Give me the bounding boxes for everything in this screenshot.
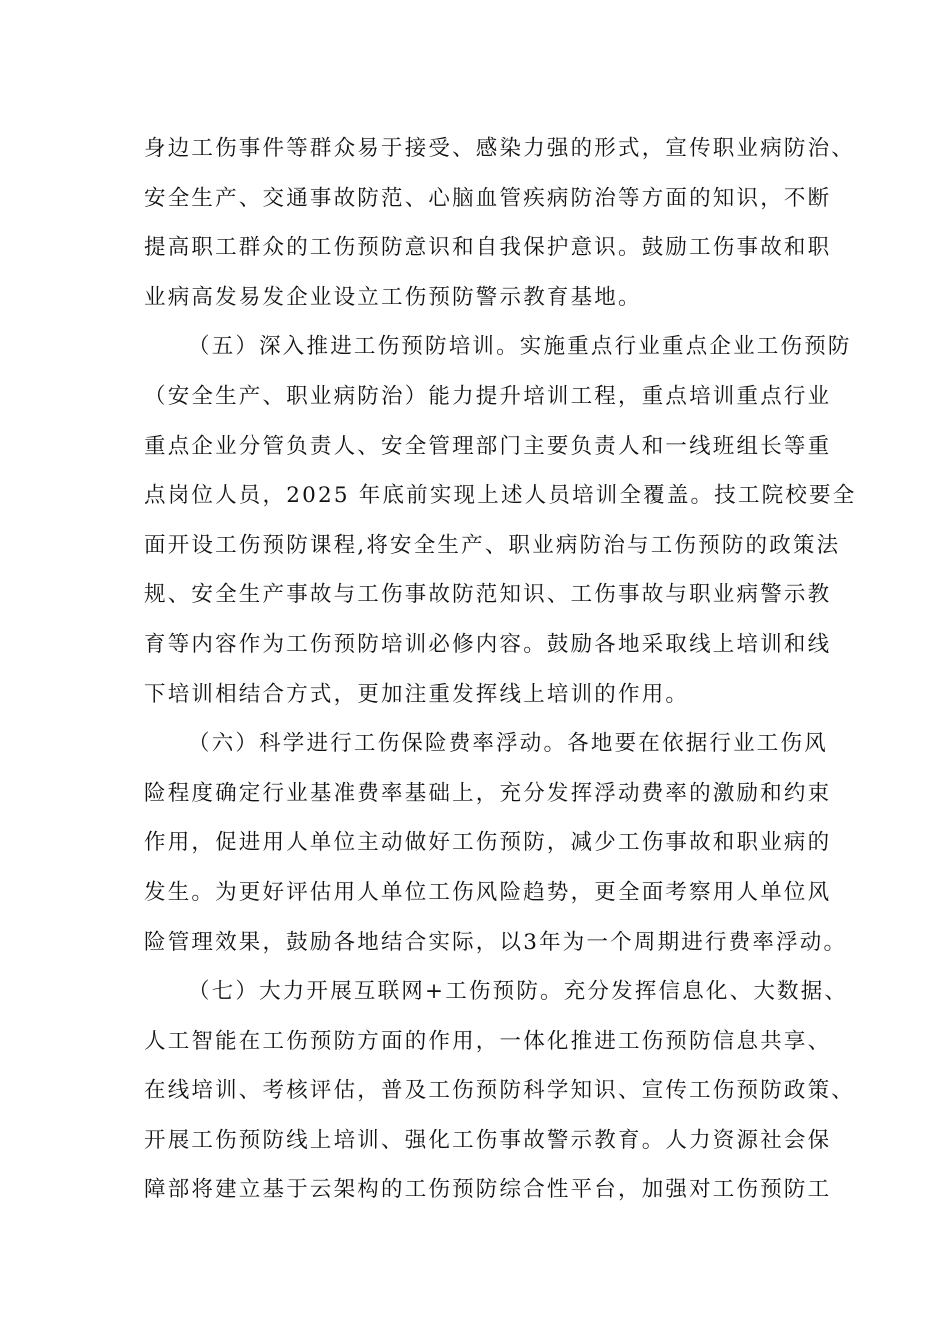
text-line: 下培训相结合方式，更加注重发挥线上培训的作用。 <box>144 681 690 707</box>
text-line: （安全生产、职业病防治）能力提升培训工程，重点培训重点行业 <box>144 383 832 409</box>
text-line: 发生。为更好评估用人单位工伤风险趋势，更全面考察用人单位风 <box>144 879 832 905</box>
text-line: 育等内容作为工伤预防培训必修内容。鼓励各地采取线上培训和线 <box>144 631 832 657</box>
text-line: 业病高发易发企业设立工伤预防警示教育基地。 <box>144 284 642 310</box>
text-line: 安全生产、交通事故防范、心脑血管疾病防治等方面的知识，不断 <box>144 185 832 211</box>
text-line: 人工智能在工伤预防方面的作用，一体化推进工伤预防信息共享、 <box>144 1028 832 1054</box>
text-line: 重点企业分管负责人、安全管理部门主要负责人和一线班组长等重 <box>144 433 832 459</box>
text-line: 面开设工伤预防课程,将安全生产、职业病防治与工伤预防的政策法 <box>144 532 841 558</box>
text-line: （五）深入推进工伤预防培训。实施重点行业重点企业工伤预防 <box>188 334 852 360</box>
text-line: 险管理效果，鼓励各地结合实际，以3年为一个周期进行费率浮动。 <box>144 929 848 955</box>
text-line: （七）大力开展互联网+工伤预防。充分发挥信息化、大数据、 <box>188 979 849 1005</box>
text-line: 提高职工群众的工伤预防意识和自我保护意识。鼓励工伤事故和职 <box>144 235 832 261</box>
text-line: 在线培训、考核评估，普及工伤预防科学知识、宣传工伤预防政策、 <box>144 1078 856 1104</box>
text-line: 点岗位人员，2025 年底前实现上述人员培训全覆盖。技工院校要全 <box>144 483 857 509</box>
text-line: （六）科学进行工伤保险费率浮动。各地要在依据行业工伤风 <box>188 731 828 757</box>
body-text <box>144 124 857 1215</box>
text-line: 障部将建立基于云架构的工伤预防综合性平台，加强对工伤预防工 <box>144 1177 832 1203</box>
text-line: 身边工伤事件等群众易于接受、感染力强的形式，宣传职业病防治、 <box>144 136 856 161</box>
text-line: 开展工伤预防线上培训、强化工伤事故警示教育。人力资源社会保 <box>144 1127 832 1153</box>
text-line: 险程度确定行业基准费率基础上，充分发挥浮动费率的激励和约束 <box>144 780 832 806</box>
text-line: 规、安全生产事故与工伤事故防范知识、工伤事故与职业病警示教 <box>144 582 832 608</box>
text-line: 作用，促进用人单位主动做好工伤预防，减少工伤事故和职业病的 <box>144 830 832 856</box>
